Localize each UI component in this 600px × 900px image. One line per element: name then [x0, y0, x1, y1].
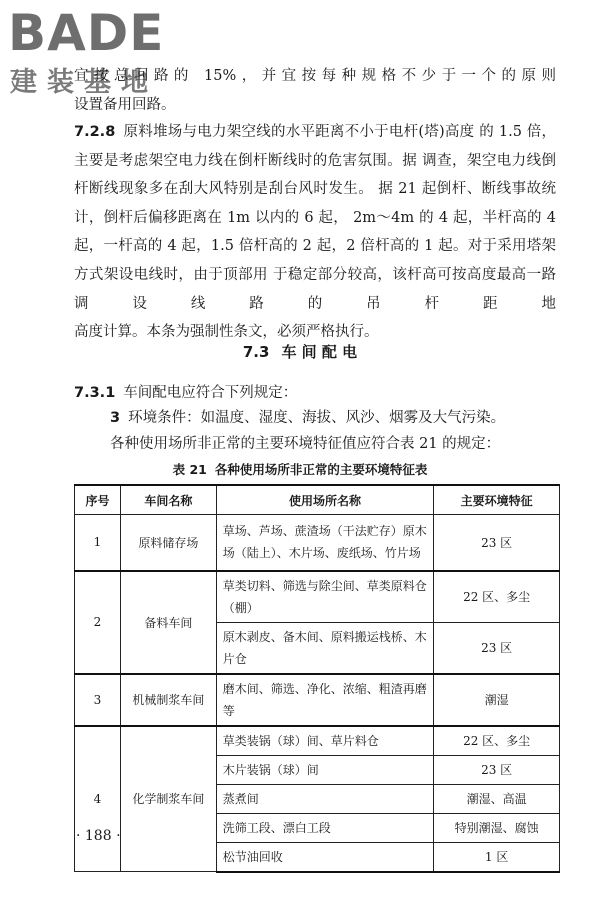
clause-7-3-1: [74, 381, 297, 402]
table-caption: [0, 460, 600, 478]
feature-cell: 23 区: [434, 622, 560, 674]
section-number: 7.3: [242, 343, 270, 361]
feature-cell: 1 区: [434, 842, 560, 872]
clause-number: 7.3.1: [74, 385, 116, 401]
clause-number: 7.2.8: [74, 124, 116, 140]
row-number-cell: 1: [75, 515, 121, 571]
place-cell: 草场、芦场、蔗渣场（干法贮存）原木场（陆上）、木片场、废纸场、竹片场: [216, 515, 434, 571]
para-line: 据 21 起倒杆、断线事故统计，倒杆后偏移距离在 1m 以内的 6 起，: [74, 181, 557, 226]
table-row: [75, 515, 560, 571]
place-cell: 磨木间、筛选、净化、浓缩、粗渣再磨等: [216, 674, 434, 726]
para-line: 的 1.5 倍，主要是考虑架空电力线在倒杆断线时的危害氛围。据: [74, 124, 557, 169]
item-text: 环境条件：如温度、湿度、海拔、风沙、烟雾及大气污染。: [128, 410, 506, 426]
page-number: · 188 ·: [76, 828, 121, 844]
para-line: 设置备用回路。: [74, 96, 176, 113]
logo-subtitle: 建装基地: [10, 67, 158, 98]
place-cell: 蒸煮间: [216, 784, 434, 813]
para-line: 高度计算。本条为强制性条文，必须严格执行。: [74, 324, 379, 341]
table-row: [75, 571, 560, 623]
item-number: 3: [110, 410, 121, 426]
place-cell: 草类切料、筛选与除尘间、草类原料仓（棚）: [216, 571, 434, 623]
clause-item-3: [110, 406, 505, 427]
table-caption-title: 各种使用场所非正常的主要环境特征表: [214, 462, 428, 477]
place-cell: 木片装锅（球）间: [216, 755, 434, 784]
table-header-row: [75, 485, 560, 515]
clause-7-2-8: [74, 118, 556, 347]
feature-cell: 特别潮湿、腐蚀: [434, 813, 560, 842]
row-number-cell: 3: [75, 674, 121, 726]
para-line: 宜按总回路的 15%，并宜按每种规格不少于一个的原则: [74, 68, 556, 84]
workshop-cell: 备料车间: [120, 571, 216, 674]
workshop-cell: 机械制浆车间: [120, 674, 216, 726]
header-cell: 序号: [75, 485, 121, 515]
table-row: [75, 674, 560, 726]
environment-table: [74, 484, 560, 873]
header-cell: 主要环境特征: [434, 485, 560, 515]
para-line: 原料堆场与电力架空线的水平距离不小于电杆(塔)高度: [123, 124, 475, 140]
feature-cell: 潮湿、高温: [434, 784, 560, 813]
feature-cell: 22 区、多尘: [434, 571, 560, 623]
para-line: 调查，架空电力线倒杆断线现象多在刮大风特别是刮台风时发生。: [74, 152, 557, 198]
feature-cell: 23 区: [434, 515, 560, 571]
header-cell: 使用场所名称: [216, 485, 434, 515]
feature-cell: 23 区: [434, 755, 560, 784]
place-cell: 松节油回收: [216, 842, 434, 872]
table-reference-note: 各种使用场所非正常的主要环境特征值应符合表 21 的规定：: [110, 436, 501, 452]
table-row: [75, 726, 560, 756]
row-number-cell: 4: [75, 726, 121, 872]
section-heading: [0, 341, 600, 362]
place-cell: 原木剥皮、备木间、原料搬运栈桥、木片仓: [216, 622, 434, 674]
workshop-cell: 化学制浆车间: [120, 726, 216, 872]
header-cell: 车间名称: [120, 485, 216, 515]
para-line: 于稳定部分较高，该杆高可按高度最高一路调设线路的吊杆距地: [74, 266, 557, 312]
place-cell: 草类装锅（球）间、草片料仓: [216, 726, 434, 756]
section-title: 车 间 配 电: [281, 343, 358, 361]
row-number-cell: 2: [75, 571, 121, 674]
place-cell: 洗筛工段、漂白工段: [216, 813, 434, 842]
workshop-cell: 原料储存场: [120, 515, 216, 571]
table-caption-number: 表 21: [172, 462, 207, 477]
logo-wordmark: BADE: [8, 4, 165, 62]
para-line: 起，2 倍杆高的 1 起。对于采用塔架方式架设电线时，由于顶部用: [74, 238, 556, 283]
para-line: 2m～4m 的 4 起，半杆高的 4 起，一杆高的 4 起，1.5 倍杆高的 2: [74, 209, 557, 255]
feature-cell: 潮湿: [434, 674, 560, 726]
clause-text: 车间配电应符合下列规定：: [123, 385, 298, 401]
paragraph-continuation: [74, 62, 556, 119]
feature-cell: 22 区、多尘: [434, 726, 560, 756]
